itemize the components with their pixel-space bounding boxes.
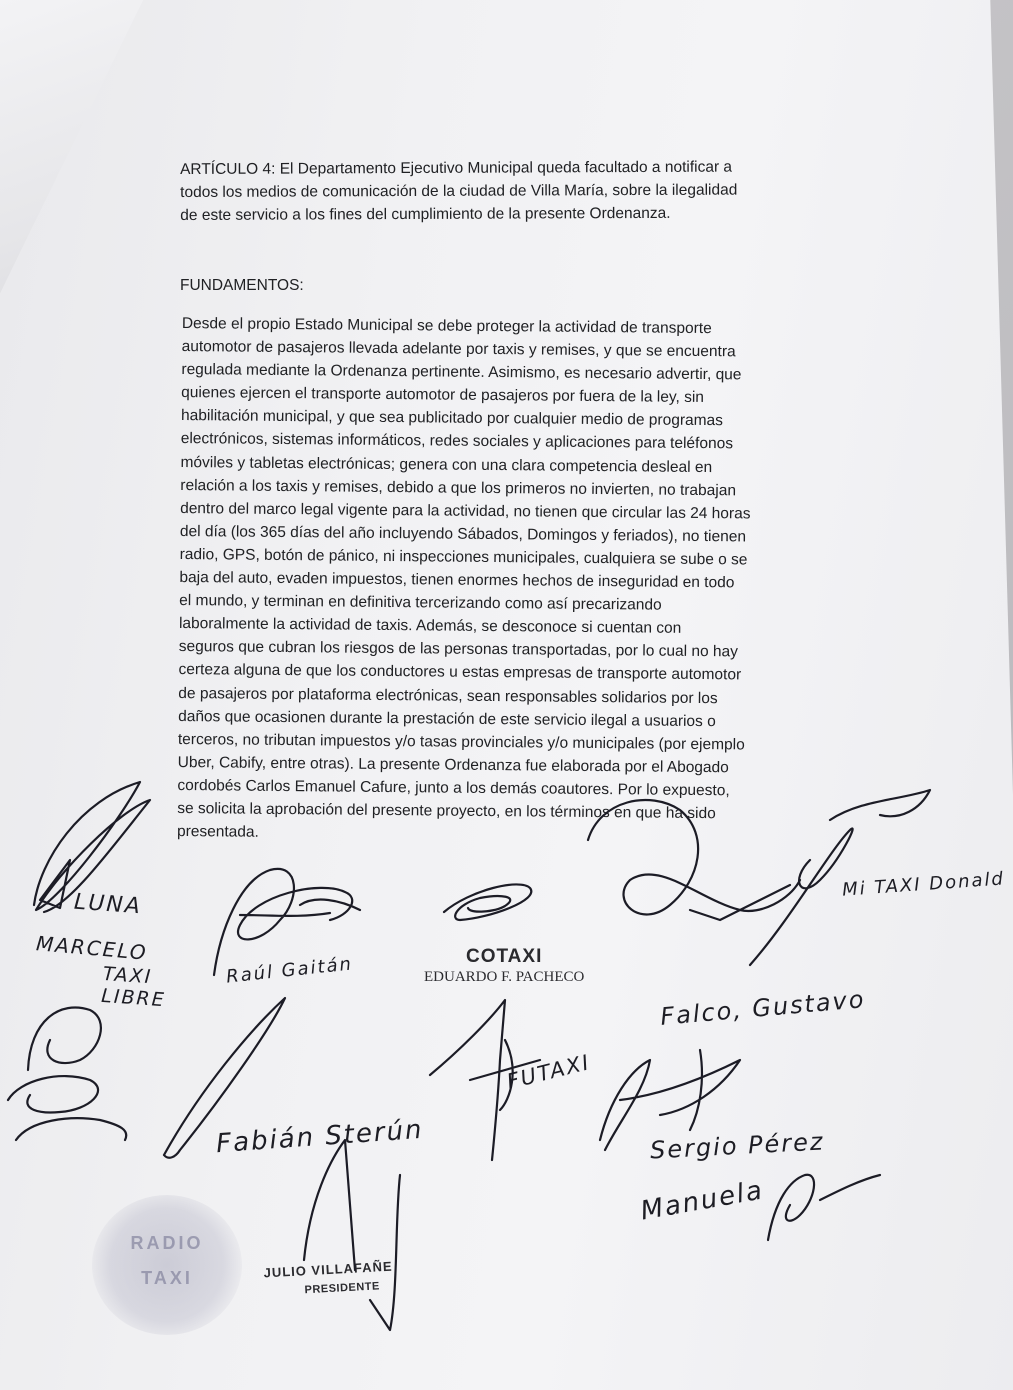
stamp-org: COTAXI — [465, 946, 543, 967]
text-line: presentada. — [176, 823, 259, 841]
text-line: certeza alguna de que los conductores u estas empresas de transporte automotor — [178, 661, 742, 684]
handwritten-fabian: Fabián Sterún — [215, 1114, 425, 1160]
seal-text-bottom: TAXI — [141, 1268, 193, 1288]
signature-falco — [600, 1050, 740, 1150]
signature-fabian — [164, 998, 285, 1158]
text-line: daños que ocasionen durante la prestación de este servicio ilegal a usuarios o — [178, 707, 716, 730]
signature-large-loop — [588, 800, 800, 920]
signature-manuela — [768, 1175, 880, 1240]
signature-futaxi — [430, 1000, 540, 1160]
handwritten-mitaxi: Mi TAXI Donald — [841, 868, 1006, 901]
signature-mitaxi — [750, 790, 930, 965]
text-line: baja del auto, evaden impuestos, tienen enormes hechos de inseguridad en todo — [179, 569, 735, 592]
text-line: laboralmente la actividad de taxis. Además, se desconoce si cuentan con — [178, 615, 682, 638]
text-line: todos los medios de comunicación de la ciudad de Villa María, sobre la ilegalidad — [180, 181, 738, 202]
handwritten-futaxi: FUTAXI — [504, 1050, 593, 1094]
text-line: quienes ejercen el transporte automotor de pasajeros por fuera de la ley, sin — [181, 384, 705, 407]
text-line: ARTÍCULO 4: El Departamento Ejecutivo Municipal queda facultado a notificar a — [180, 158, 733, 178]
text-line: regulada mediante la Ordenanza pertinente. Asimismo, es necesario advertir, que — [181, 361, 742, 384]
fundamentos-heading: FUNDAMENTOS: — [180, 277, 304, 294]
text-line: terceros, no tributan impuestos y/o tasas provinciales y/o municipales (por ejemplo — [177, 730, 745, 754]
signature-julio — [304, 1140, 400, 1330]
seal-text-top: RADIO — [130, 1233, 204, 1253]
text-line: seguros que cubran los riesgos de las personas transportadas, por lo cual no hay — [178, 638, 739, 661]
text-line: relación a los taxis y remises, debido a que los primeros no invierten, no trabajan — [180, 476, 737, 499]
text-line: se solicita la aprobación del presente proyecto, en los términos en que ha sido — [177, 799, 716, 823]
handwritten-sergio: Sergio Pérez — [649, 1127, 826, 1165]
text-line: del día (los 365 días del año incluyendo Sábados, Domingos y feriados), no tienen — [179, 522, 747, 546]
text-line: dentro del marco legal vigente para la actividad, no tienen que circular las 24 horas — [180, 499, 751, 523]
handwritten-taxi-libre: TAXI LIBRE — [100, 962, 167, 1012]
text-line: automotor de pasajeros llevada adelante por taxis y remises, y que se encuentra — [181, 338, 736, 361]
signature-raul — [214, 869, 360, 975]
text-line: Uber, Cabify, entre otras). La presente Ordenanza fue elaborada por el Abogado — [177, 753, 729, 777]
signature-luna — [34, 782, 150, 912]
handwritten-luna: LUNA — [73, 889, 143, 920]
handwritten-raul: Raúl Gaitán — [225, 953, 354, 988]
stamp-name: EDUARDO F. PACHECO — [424, 969, 585, 985]
text-line: de este servicio a los fines del cumplimiento de la presente Ordenanza. — [180, 205, 671, 225]
text-line: cordobés Carlos Emanuel Cafure, junto a los demás coautores. Por lo expuesto, — [177, 776, 730, 800]
handwritten-manuela: Manuela — [638, 1175, 767, 1227]
text-line: de pasajeros por plataforma electrónicas, sean responsables solidarios por los — [178, 684, 718, 707]
text-line: electrónicos, sistemas informáticos, redes sociales y aplicaciones para teléfonos — [180, 430, 734, 453]
text-line: radio, GPS, botón de pánico, ni inspecciones municipales, cualquiera se sube o se — [179, 545, 748, 569]
signature-left-margin — [8, 1008, 126, 1141]
signature-cotaxi — [444, 884, 531, 920]
president-name: JULIO VILLAFAÑE — [263, 1258, 393, 1281]
text-line: habilitación municipal, y que sea publicitado por cualquier medio de programas — [180, 407, 724, 430]
text-line: Desde el propio Estado Municipal se debe proteger la actividad de transporte — [181, 314, 712, 338]
president-title: PRESIDENTE — [304, 1280, 381, 1297]
text-line: el mundo, y terminan en definitiva tercerizando como así precarizando — [179, 592, 662, 614]
handwritten-falco: Falco, Gustavo — [659, 985, 867, 1031]
handwritten-marcelo: MARCELO — [35, 931, 149, 965]
text-line: móviles y tabletas electrónicas; genera con una clara competencia desleal en — [180, 453, 713, 476]
